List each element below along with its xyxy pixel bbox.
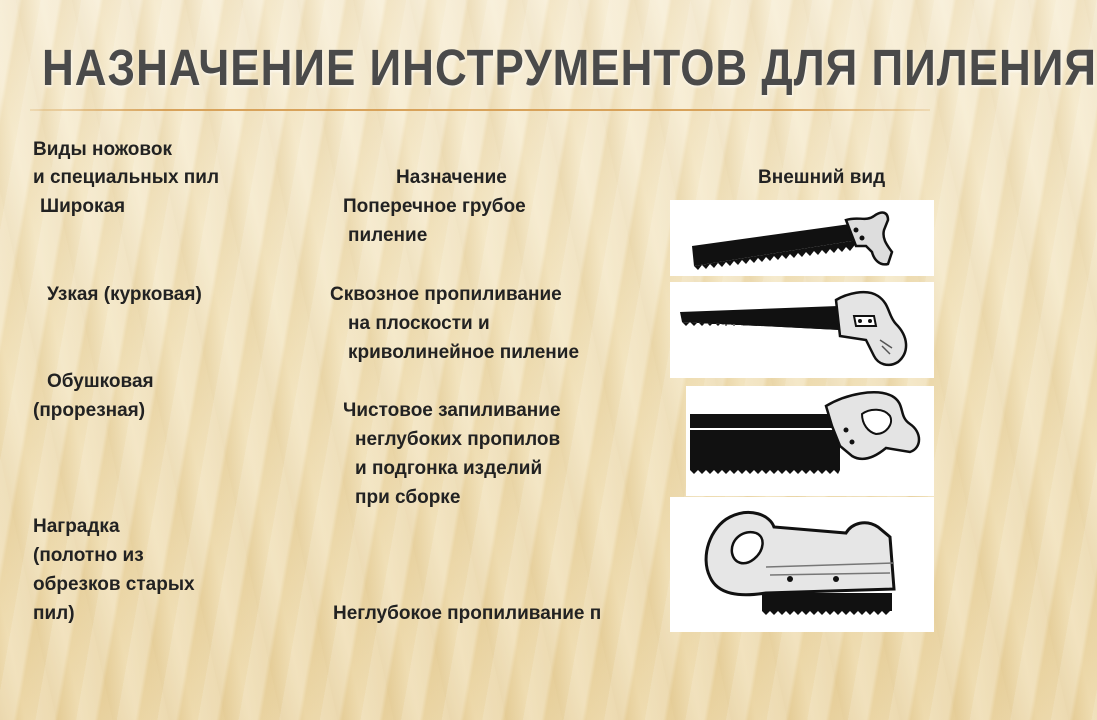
row2-purpose-line1: Сквозное пропиливание [330, 284, 562, 305]
row4-type-line4: пил) [33, 603, 75, 624]
row3-purpose-line4: при сборке [355, 487, 461, 508]
title-divider [30, 109, 930, 111]
row3-purpose-line1: Чистовое запиливание [343, 400, 561, 421]
row1-type: Широкая [40, 196, 126, 217]
row1-purpose-line1: Поперечное грубое [343, 196, 526, 217]
row3-type-line2: (прорезная) [33, 400, 146, 421]
row4-type-line2: (полотно из [33, 545, 144, 566]
wide-handsaw-image [670, 200, 934, 276]
row3-purpose-line3: и подгонка изделий [355, 458, 543, 479]
backsaw-icon [686, 386, 934, 496]
row3-type-line1: Обушковая [47, 371, 154, 392]
row3-purpose-line2: неглубоких пропилов [355, 429, 561, 450]
page-title: НАЗНАЧЕНИЕ ИНСТРУМЕНТОВ ДЛЯ ПИЛЕНИЯ [42, 40, 1097, 97]
nagradka-saw-image [670, 497, 934, 632]
row4-type-line1: Наградка [33, 516, 120, 537]
narrow-keyhole-saw-image [670, 282, 934, 378]
header-appearance: Внешний вид [758, 167, 886, 188]
wide-handsaw-icon [670, 200, 934, 276]
header-types-line1: Виды ножовок [33, 139, 172, 160]
row1-purpose-line2: пиление [348, 225, 428, 246]
row2-purpose-line3: криволинейное пиление [348, 342, 580, 363]
nagradka-saw-icon [670, 497, 934, 632]
narrow-keyhole-saw-icon [670, 282, 934, 378]
row4-purpose-line1: Неглубокое пропиливание п [333, 603, 602, 624]
row2-type: Узкая (курковая) [47, 284, 202, 305]
header-purpose: Назначение [396, 167, 507, 188]
row4-type-line3: обрезков старых [33, 574, 195, 595]
header-types-line2: и специальных пил [33, 167, 220, 188]
row2-purpose-line2: на плоскости и [348, 313, 490, 334]
backsaw-image [686, 386, 934, 496]
